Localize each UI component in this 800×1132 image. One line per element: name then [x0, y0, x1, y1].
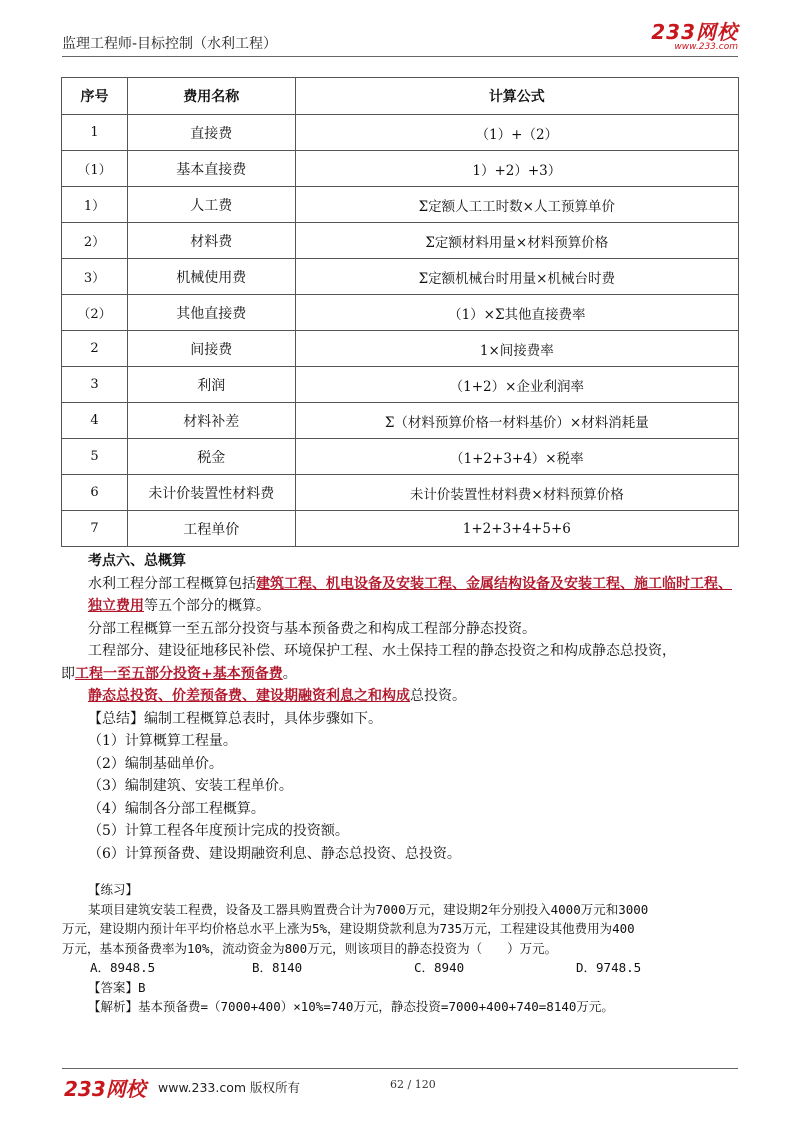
table-header-row: [62, 78, 739, 115]
row-fee-name: 工程单价: [127, 511, 295, 547]
column-header: 序号: [62, 78, 128, 115]
text: 即: [61, 665, 75, 682]
highlight-total: 静态总投资、价差预备费、建设期融资利息之和构成: [88, 688, 410, 704]
row-seq: 5: [62, 439, 128, 475]
column-header: 费用名称: [127, 78, 295, 115]
fee-formula-table: [61, 77, 739, 547]
table-row: [62, 295, 739, 331]
table-row: [62, 151, 739, 187]
highlight-static: 工程一至五部分投资+基本预备费: [75, 665, 283, 682]
section-heading: 考点六、总概算: [88, 553, 186, 569]
table-row: [62, 475, 739, 511]
row-formula: Σ定额机械台时用量×机械台时费: [295, 259, 738, 295]
row-seq: （1）: [62, 151, 128, 187]
paragraph-parts: [88, 573, 740, 618]
row-formula: Σ（材料预算价格一材料基价）×材料消耗量: [295, 403, 738, 439]
row-formula: 1+2+3+4+5+6: [295, 511, 738, 547]
row-formula: 1）+2）+3）: [295, 151, 738, 187]
question-line: 万元，建设期内预计年平均价格总水平上涨为5%，建设期贷款利息为735万元，工程建设其他费用为400: [62, 921, 635, 936]
row-fee-name: 基本直接费: [127, 151, 295, 187]
row-fee-name: 未计价装置性材料费: [127, 475, 295, 511]
row-seq: 2: [62, 331, 128, 367]
row-formula: 未计价装置性材料费×材料预算价格: [295, 475, 738, 511]
row-seq: 1）: [62, 187, 128, 223]
table-row: [62, 259, 739, 295]
page-number: 62 / 120: [390, 1078, 436, 1091]
table-row: [62, 223, 739, 259]
column-header: 计算公式: [295, 78, 738, 115]
row-seq: 3）: [62, 259, 128, 295]
paragraph-static-total-cont: [61, 663, 740, 686]
row-fee-name: 机械使用费: [127, 259, 295, 295]
brand-logo: [651, 22, 738, 52]
table-row: [62, 331, 739, 367]
row-seq: 4: [62, 403, 128, 439]
table-row: [62, 439, 739, 475]
logo-url: www.233.com: [674, 42, 738, 52]
row-formula: Σ定额人工工时数×人工预算单价: [295, 187, 738, 223]
text: 。: [282, 665, 297, 682]
option-c: C．8940: [414, 960, 465, 975]
row-seq: 7: [62, 511, 128, 547]
footer-logo: 233网校: [64, 1077, 146, 1101]
logo-text: 233网校: [651, 20, 738, 44]
step-item: （6）计算预备费、建设期融资利息、静态总投资、总投资。: [88, 845, 461, 862]
exercise-block: [62, 880, 742, 1017]
row-fee-name: 其他直接费: [127, 295, 295, 331]
step-item: （3）编制建筑、安装工程单价。: [88, 778, 293, 794]
option-b: B．8140: [252, 960, 303, 975]
question-line: 万元，基本预备费率为10%，流动资金为800万元，则该项目的静态投资为（ ）万元。: [62, 940, 558, 956]
answer-line: 【答案】B: [88, 979, 146, 995]
row-seq: 2）: [62, 223, 128, 259]
row-formula: Σ定额材料用量×材料预算价格: [295, 223, 738, 259]
row-formula: （1）×Σ其他直接费率: [295, 295, 738, 331]
row-seq: 3: [62, 367, 128, 403]
row-fee-name: 材料费: [127, 223, 295, 259]
text: 等五个部分的概算。: [144, 598, 270, 614]
step-item: （5）计算工程各年度预计完成的投资额。: [88, 823, 349, 839]
highlight-five-parts: 建筑工程、机电设备及安装工程、金属结构设备及安装工程、施工临时工程、独立费用: [88, 575, 732, 614]
row-seq: 6: [62, 475, 128, 511]
question-line: 某项目建筑安装工程费，设备及工器具购置费合计为7000万元，建设期2年分别投入4000万元和3000: [88, 901, 649, 917]
table-row: [62, 511, 739, 547]
summary-line: 【总结】编制工程概算总表时，具体步骤如下。: [88, 710, 382, 727]
row-formula: （1+2）×企业利润率: [295, 367, 738, 403]
table-row: [62, 367, 739, 403]
row-seq: 1: [62, 115, 128, 151]
row-fee-name: 间接费: [127, 331, 295, 367]
row-fee-name: 税金: [127, 439, 295, 475]
row-fee-name: 材料补差: [127, 403, 295, 439]
option-d: D．9748.5: [576, 960, 642, 975]
table-row: [62, 187, 739, 223]
row-fee-name: 人工费: [127, 187, 295, 223]
table-row: [62, 115, 739, 151]
row-formula: 1×间接费率: [295, 331, 738, 367]
analysis-line: 【解析】基本预备费=（7000+400）×10%=740万元，静态投资=7000+400+740=8140万元。: [88, 999, 614, 1014]
answer-options: [62, 958, 742, 978]
row-seq: （2）: [62, 295, 128, 331]
header-divider: [62, 56, 738, 57]
step-item: （4）编制各分部工程概算。: [88, 800, 265, 817]
row-formula: （1）+（2）: [295, 115, 738, 151]
option-a: A．8948.5: [90, 960, 156, 975]
row-fee-name: 利润: [127, 367, 295, 403]
table-row: [62, 403, 739, 439]
section-total-estimate: [61, 550, 740, 865]
exercise-label: 【练习】: [88, 882, 139, 897]
header-title: 监理工程师-目标控制（水利工程）: [62, 36, 278, 52]
paragraph-static-investment: 分部工程概算一至五部分投资与基本预备费之和构成工程部分静态投资。: [88, 620, 536, 637]
paragraph-total-investment: [88, 685, 740, 708]
footer-divider: [62, 1068, 738, 1069]
step-item: （1）计算概算工程量。: [88, 733, 237, 749]
row-fee-name: 直接费: [127, 115, 295, 151]
step-item: （2）编制基础单价。: [88, 755, 223, 772]
paragraph-static-total: 工程部分、建设征地移民补偿、环境保护工程、水土保持工程的静态投资之和构成静态总投资，: [88, 643, 676, 659]
row-formula: （1+2+3+4）×税率: [295, 439, 738, 475]
text: 水利工程分部工程概算包括: [88, 575, 256, 592]
footer-copyright: www.233.com 版权所有: [158, 1080, 300, 1095]
text: 总投资。: [410, 688, 466, 704]
